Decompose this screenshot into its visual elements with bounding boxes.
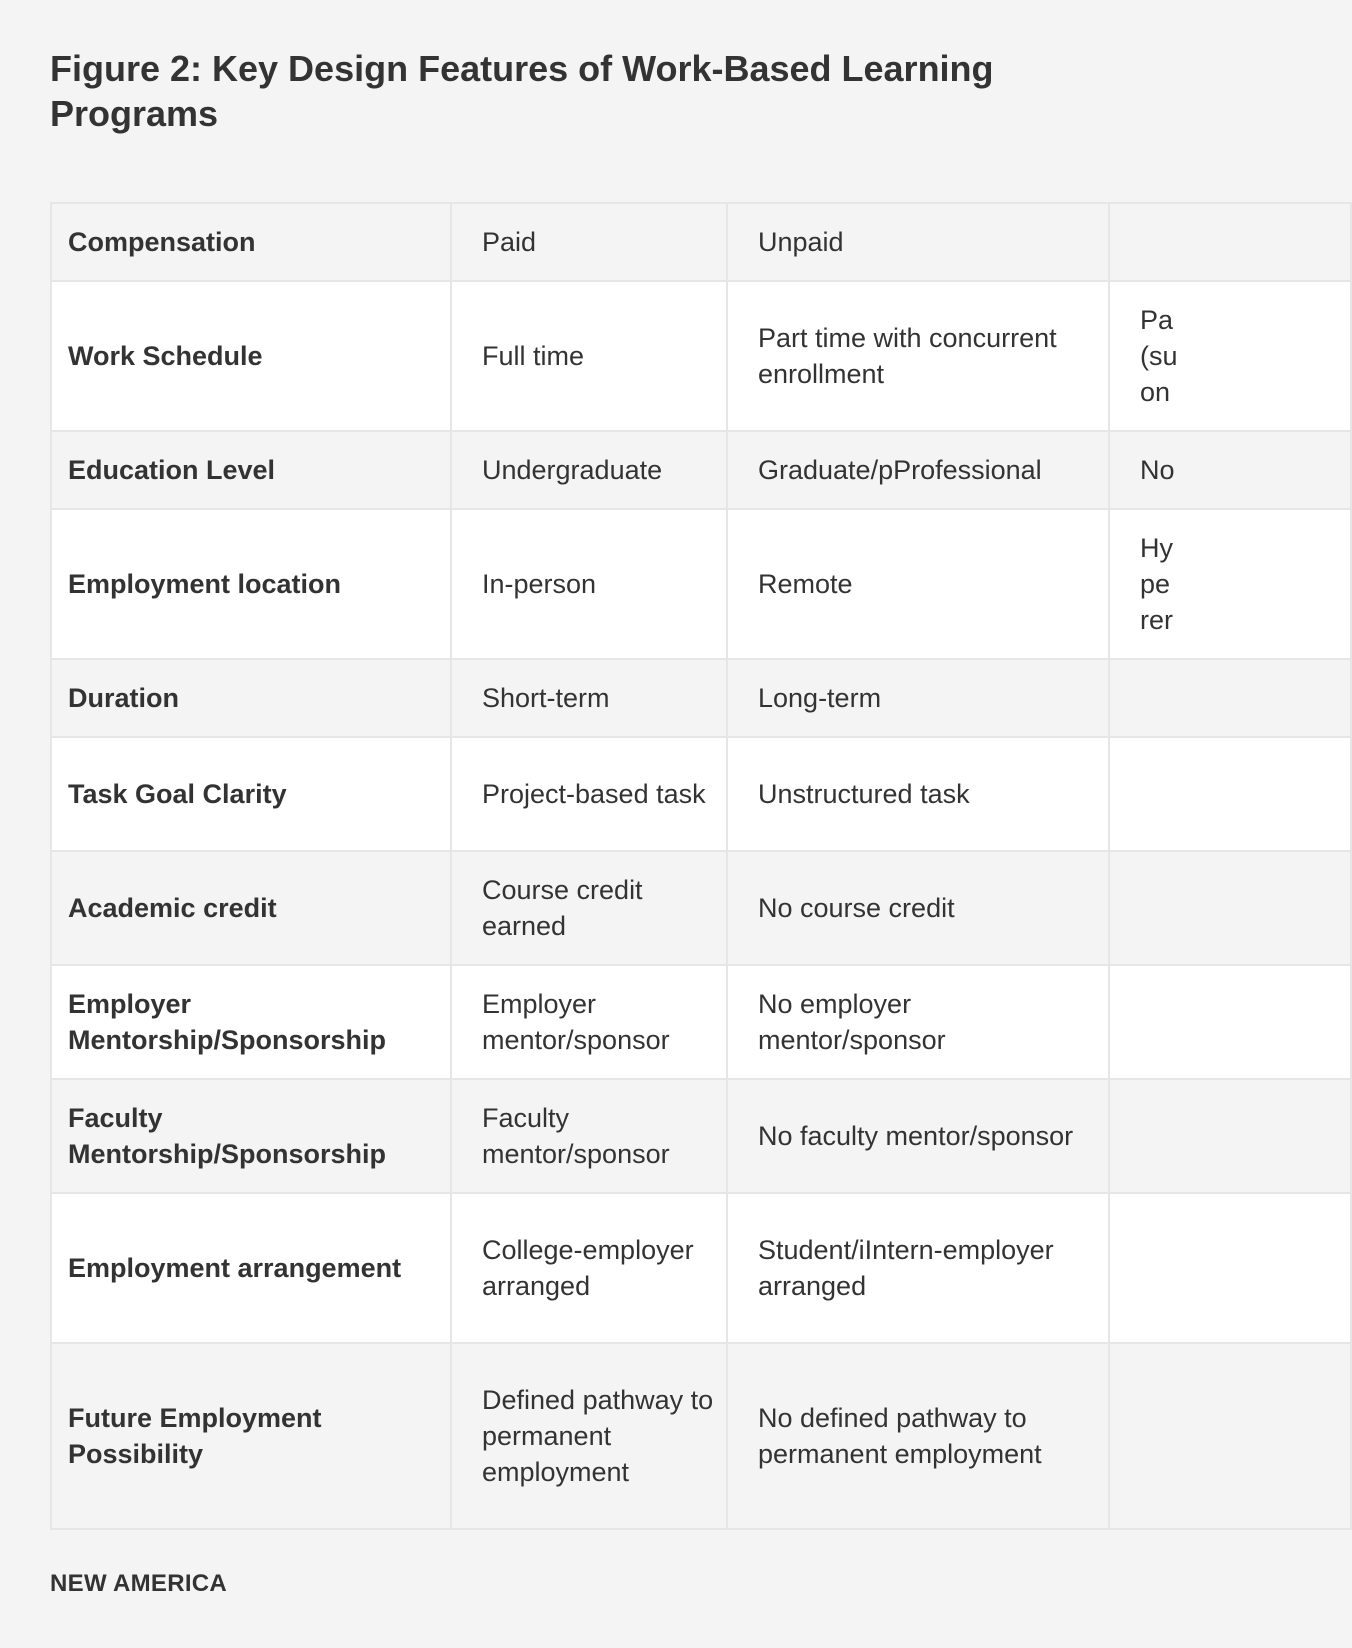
option-cell: [1109, 203, 1351, 281]
option-cell: Remote: [727, 509, 1109, 659]
table-row: [51, 1079, 1351, 1193]
option-cell: [1109, 659, 1351, 737]
table-row: [51, 659, 1351, 737]
option-cell: Pa (su on: [1109, 281, 1351, 431]
option-cell: No course credit: [727, 851, 1109, 965]
feature-name: Work Schedule: [51, 281, 451, 431]
option-cell: No: [1109, 431, 1351, 509]
option-cell: [1109, 1079, 1351, 1193]
option-cell: Long-term: [727, 659, 1109, 737]
option-cell: Project-based task: [451, 737, 727, 851]
features-table: [50, 202, 1352, 1530]
option-cell: Faculty mentor/sponsor: [451, 1079, 727, 1193]
table-row: [51, 851, 1351, 965]
feature-name: Employment arrangement: [51, 1193, 451, 1343]
option-cell: [1109, 965, 1351, 1079]
table-row: [51, 203, 1351, 281]
option-cell: [1109, 737, 1351, 851]
brand-footer: NEW AMERICA: [50, 1570, 228, 1597]
option-cell: [1109, 1343, 1351, 1529]
option-cell: Hy pe rer: [1109, 509, 1351, 659]
option-cell: [1109, 1193, 1351, 1343]
table-row: [51, 431, 1351, 509]
feature-name: Compensation: [51, 203, 451, 281]
table-row: [51, 1343, 1351, 1529]
table-row: [51, 1193, 1351, 1343]
table-row: [51, 281, 1351, 431]
feature-name: Education Level: [51, 431, 451, 509]
feature-name: Task Goal Clarity: [51, 737, 451, 851]
option-cell: Paid: [451, 203, 727, 281]
table-row: [51, 965, 1351, 1079]
option-cell: Graduate/pProfessional: [727, 431, 1109, 509]
option-cell: No defined pathway to permanent employment: [727, 1343, 1109, 1529]
option-cell: Undergraduate: [451, 431, 727, 509]
option-cell: Full time: [451, 281, 727, 431]
option-cell: Defined pathway to permanent employment: [451, 1343, 727, 1529]
figure-title: Figure 2: Key Design Features of Work-Based Learning Programs: [50, 48, 994, 134]
feature-name: Employer Mentorship/Sponsorship: [51, 965, 451, 1079]
option-cell: Course credit earned: [451, 851, 727, 965]
feature-name: Academic credit: [51, 851, 451, 965]
option-cell: College-employer arranged: [451, 1193, 727, 1343]
table-row: [51, 509, 1351, 659]
option-cell: No employer mentor/sponsor: [727, 965, 1109, 1079]
option-cell: Unpaid: [727, 203, 1109, 281]
option-cell: In-person: [451, 509, 727, 659]
option-cell: Unstructured task: [727, 737, 1109, 851]
feature-name: Future Employment Possibility: [51, 1343, 451, 1529]
option-cell: Employer mentor/sponsor: [451, 965, 727, 1079]
option-cell: Student/iIntern-employer arranged: [727, 1193, 1109, 1343]
option-cell: No faculty mentor/sponsor: [727, 1079, 1109, 1193]
table-row: [51, 737, 1351, 851]
feature-name: Duration: [51, 659, 451, 737]
feature-name: Faculty Mentorship/Sponsorship: [51, 1079, 451, 1193]
feature-name: Employment location: [51, 509, 451, 659]
option-cell: Part time with concurrent enrollment: [727, 281, 1109, 431]
option-cell: Short-term: [451, 659, 727, 737]
features-table-viewport[interactable]: [50, 202, 1178, 1530]
option-cell: [1109, 851, 1351, 965]
